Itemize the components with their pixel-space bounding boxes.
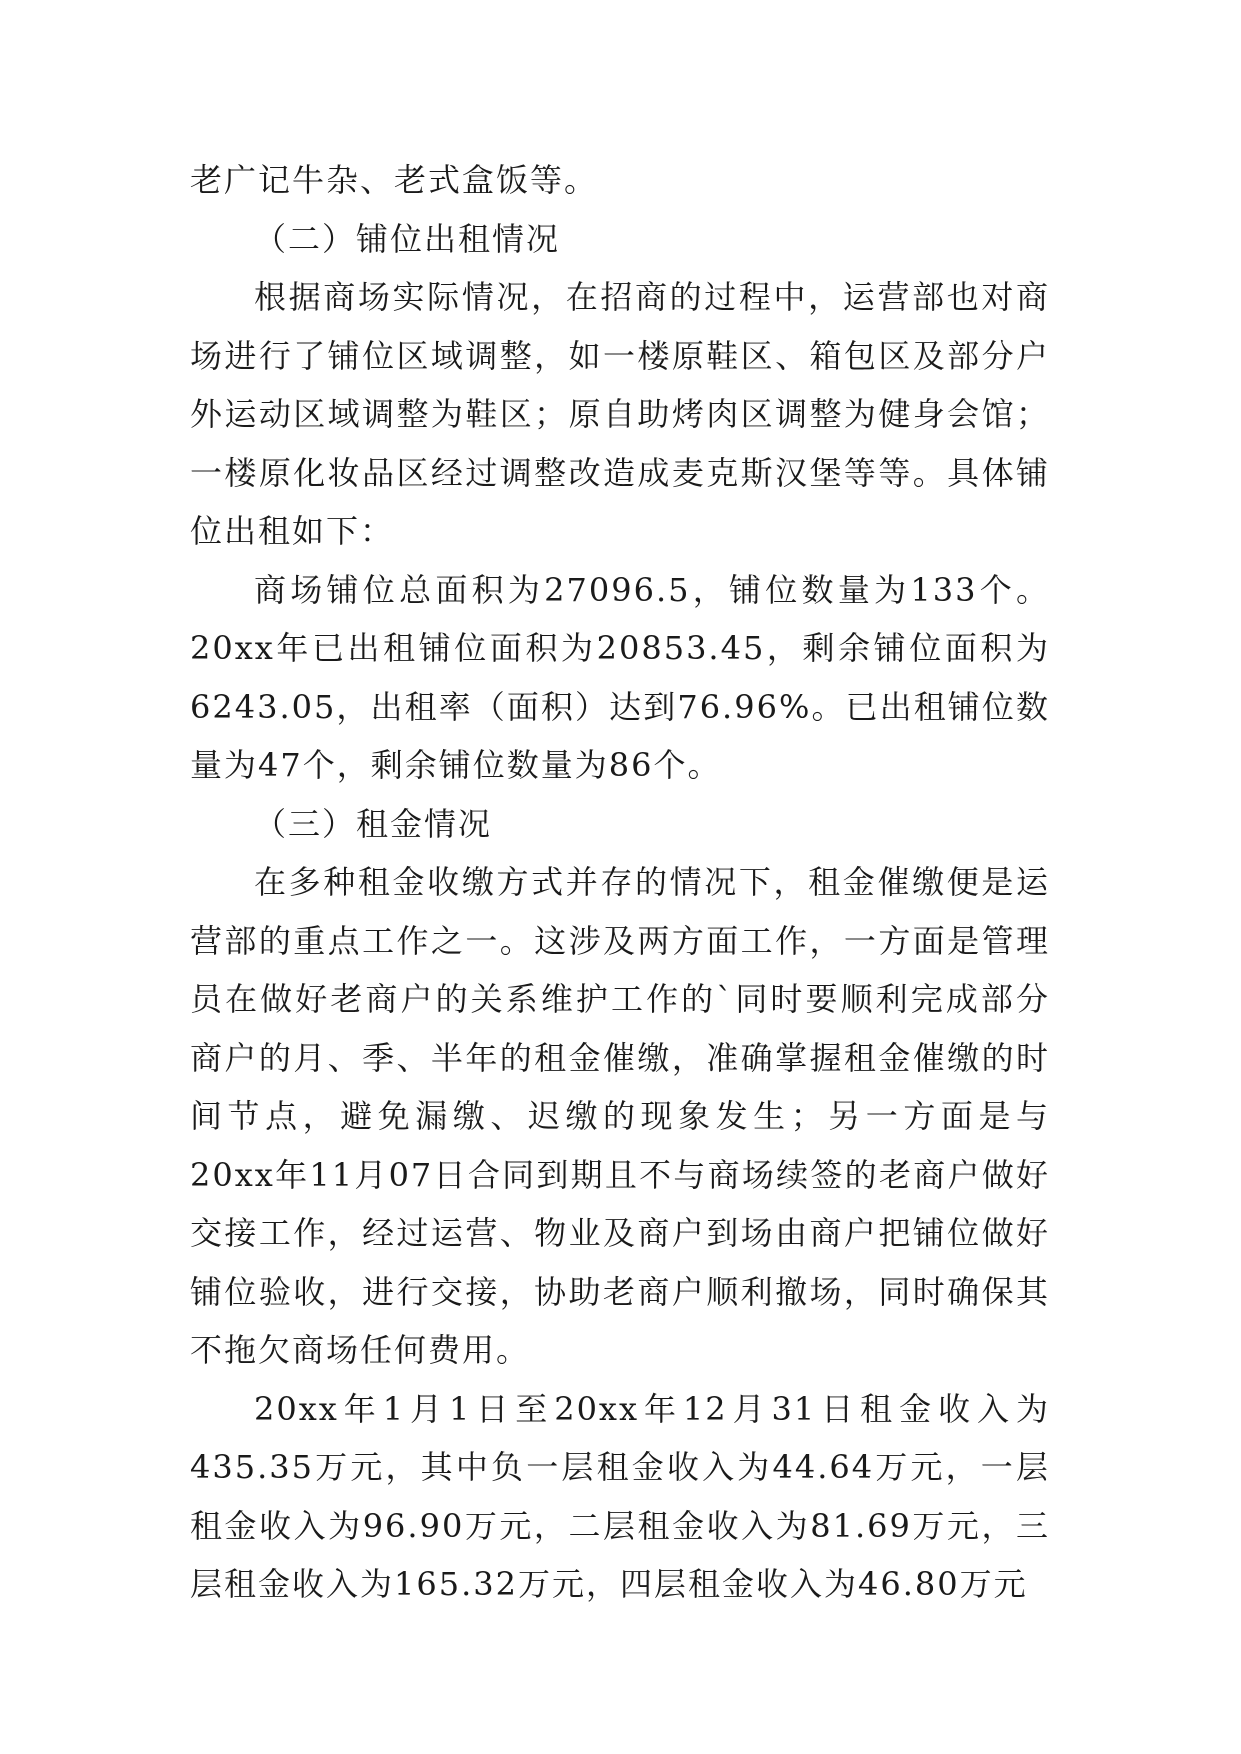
section-heading-rent: （三）租金情况 — [254, 804, 493, 843]
section-heading-shop-rental: （二）铺位出租情况 — [254, 219, 561, 258]
paragraph-rent-collection: 在多种租金收缴方式并存的情况下，租金催缴便是运营部的重点工作之一。这涉及两方面工作，一方面是管理员在做好老商户的关系维护工作的`同时要顺利完成部分商户的月、季、半年的租金催缴，准确掌握租金催缴的时间节点，避免漏缴、迟缴的现象发生；另一方面是与20xx年11月07日合同到期且不与商场续签的老商户做好交接工作，经过运营、物业及商户到场由商户把铺位做好铺位验收，进行交接，协助老商户顺利撤场，同时确保其不拖欠商场任何费用。 — [190, 863, 1050, 1369]
paragraph-shop-adjustment: 根据商场实际情况，在招商的过程中，运营部也对商场进行了铺位区域调整，如一楼原鞋区、箱包区及部分户外运动区域调整为鞋区；原自助烤肉区调整为健身会馆；一楼原化妆品区经过调整改造成麦克斯汉堡等等。具体铺位出租如下： — [190, 278, 1050, 550]
paragraph-continuation: 老广记牛杂、老式盒饭等。 — [190, 161, 599, 199]
paragraph-rent-income: 20xx年1月1日至20xx年12月31日租金收入为435.35万元，其中负一层租金收入为44.64万元，一层租金收入为96.90万元，二层租金收入为81.69万元，三层租金收入为165.32万元，四层租金收入为46.80万元 — [190, 1389, 1050, 1603]
document-body — [190, 151, 1050, 1614]
paragraph-shop-statistics: 商场铺位总面积为27096.5，铺位数量为133个。20xx年已出租铺位面积为20853.45，剩余铺位面积为6243.05，出租率（面积）达到76.96%。已出租铺位数量为47个，剩余铺位数量为86个。 — [190, 570, 1050, 784]
